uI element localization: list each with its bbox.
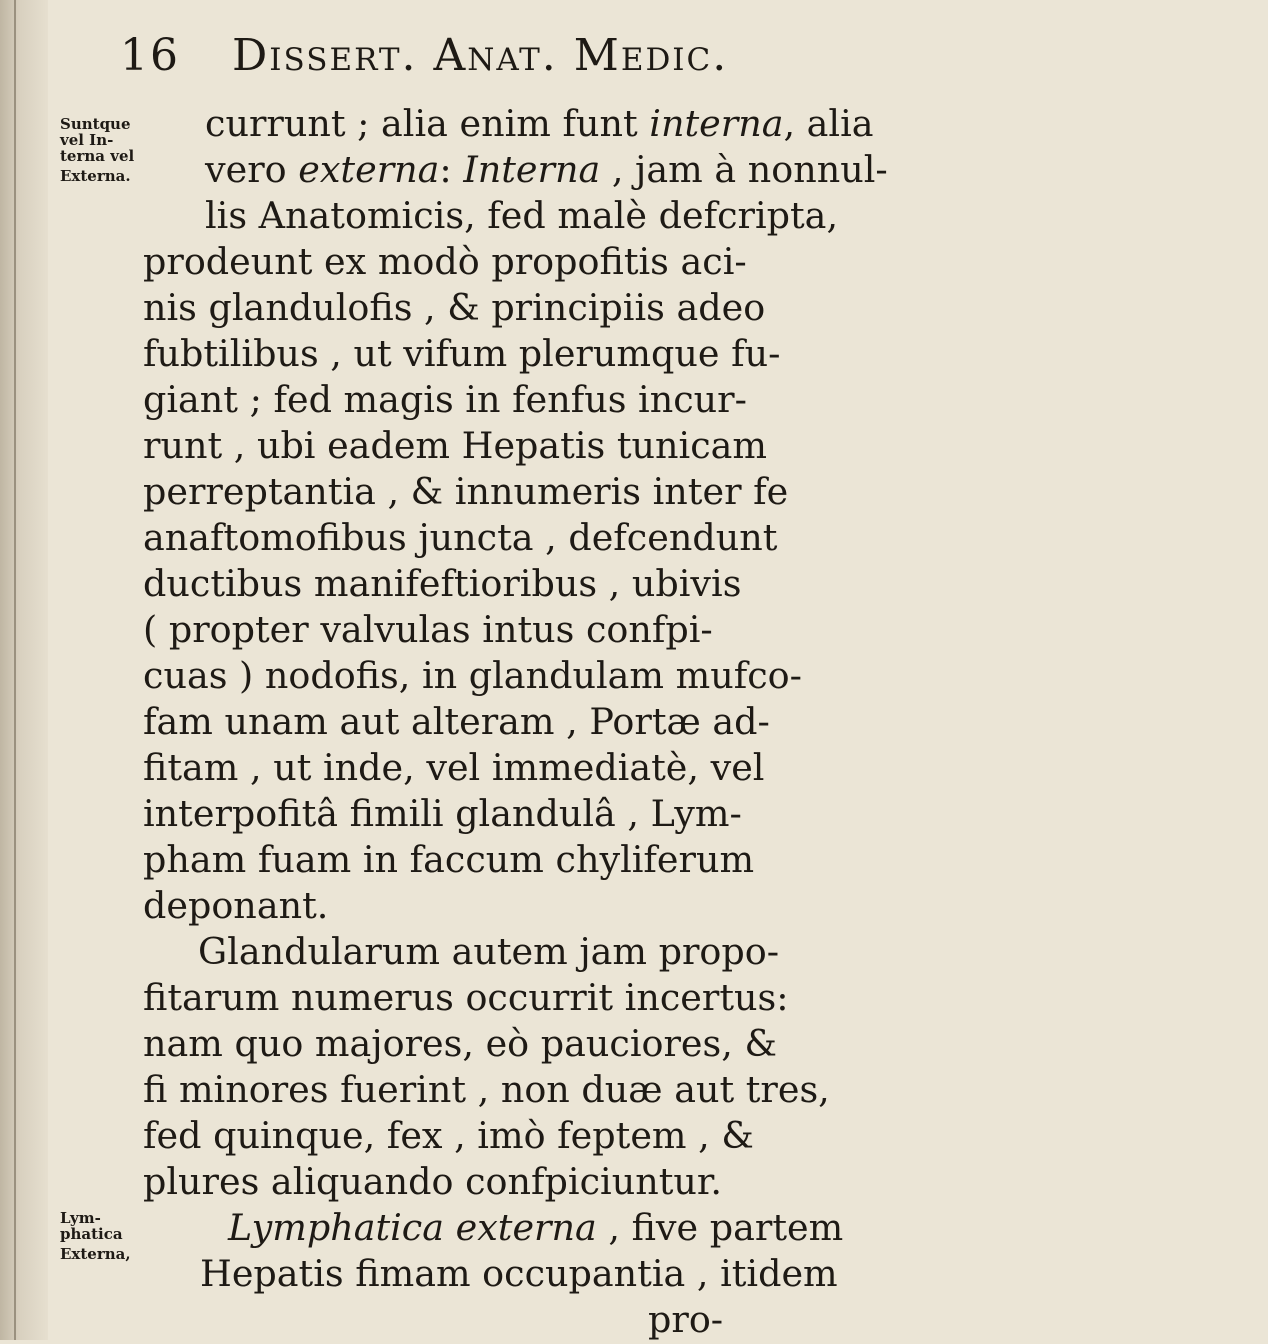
- text-line: [228, 1204, 848, 1252]
- text-line: [198, 928, 818, 976]
- text-line: [648, 1296, 1268, 1344]
- text-segment: plures aliquando confpiciuntur.: [143, 1160, 722, 1203]
- text-segment: runt , ubi eadem Hepatis tunicam: [143, 424, 768, 467]
- text-segment: Hepatis fimam occupantia , itidem: [200, 1252, 838, 1295]
- text-segment: fitarum numerus occurrit incertus:: [143, 976, 789, 1019]
- text-segment: ductibus manifeftioribus , ubivis: [143, 562, 742, 605]
- margin-note-line: Externa,: [60, 1245, 131, 1263]
- text-line: [143, 698, 770, 746]
- text-segment: pham fuam in faccum chyliferum: [143, 838, 755, 881]
- page-gutter-shadow: [0, 0, 48, 1340]
- text-line: [205, 146, 888, 194]
- italic-term: externa: [298, 148, 440, 191]
- text-line: [200, 1250, 838, 1298]
- italic-term: interna: [649, 102, 784, 145]
- running-header: [120, 30, 780, 100]
- text-line: [143, 376, 763, 424]
- text-segment: deponant.: [143, 884, 329, 927]
- text-line: [143, 560, 763, 608]
- italic-term: Interna: [463, 148, 601, 191]
- text-line: [143, 468, 789, 516]
- italic-term: Lymphatica externa: [228, 1206, 597, 1249]
- text-line: [143, 836, 763, 884]
- text-segment: fed quinque, fex , imò feptem , &: [143, 1114, 754, 1157]
- margin-note-line: Externa.: [60, 167, 131, 185]
- text-line: [143, 422, 768, 470]
- text-segment: fubtilibus , ut vifum plerumque fu-: [143, 332, 781, 375]
- text-segment: prodeunt ex modò propofitis aci-: [143, 240, 747, 283]
- text-segment: interpofitâ fimili glandulâ , Lym-: [143, 792, 742, 835]
- text-segment: , five partem: [596, 1206, 844, 1249]
- text-line: [205, 192, 839, 240]
- text-segment: :: [439, 148, 464, 191]
- margin-note-line: terna vel: [60, 147, 135, 165]
- text-line: [143, 882, 763, 930]
- text-segment: fitam , ut inde, vel immediatè, vel: [143, 746, 765, 789]
- text-line: [143, 284, 766, 332]
- text-segment: , jam à nonnul-: [600, 148, 888, 191]
- text-segment: Glandularum autem jam propo-: [198, 930, 780, 973]
- gutter-edge-line: [14, 0, 16, 1340]
- text-segment: anaftomofibus juncta , defcendunt: [143, 516, 778, 559]
- text-line: [143, 974, 789, 1022]
- text-line: [143, 790, 763, 838]
- text-line: [143, 514, 778, 562]
- text-segment: fam unam aut alteram , Portæ ad-: [143, 700, 770, 743]
- text-segment: currunt ; alia enim funt: [205, 102, 650, 145]
- margin-note-line: phatica: [60, 1225, 123, 1243]
- text-line: [143, 1112, 763, 1160]
- text-line: [143, 330, 781, 378]
- text-segment: vero: [205, 148, 299, 191]
- text-segment: nis glandulofis , & principiis adeo: [143, 286, 766, 329]
- text-line: [143, 1158, 763, 1206]
- page-number: 16: [120, 30, 180, 81]
- text-segment: giant ; fed magis in fenfus incur-: [143, 378, 747, 421]
- text-segment: ( propter valvulas intus confpi-: [143, 608, 713, 651]
- margin-note-lymphatica-externa: [60, 1210, 155, 1262]
- text-line: [143, 744, 763, 792]
- text-segment: cuas ) nodofis, in glandulam mufco-: [143, 654, 802, 697]
- text-segment: fi minores fuerint , non duæ aut tres,: [143, 1068, 830, 1111]
- text-segment: lis Anatomicis, fed malè defcripta,: [205, 194, 839, 237]
- text-line: [143, 606, 763, 654]
- margin-note-interna-externa: [60, 116, 155, 184]
- text-line: [143, 1020, 777, 1068]
- margin-note-line: Suntque: [60, 115, 131, 133]
- text-segment: pro-: [648, 1298, 724, 1341]
- text-segment: nam quo majores, eò pauciores, &: [143, 1022, 777, 1065]
- text-line: [205, 100, 874, 148]
- text-line: [143, 238, 763, 286]
- text-line: [143, 652, 802, 700]
- text-segment: , alia: [783, 102, 874, 145]
- text-line: [143, 1066, 830, 1114]
- text-segment: perreptantia , & innumeris inter fe: [143, 470, 789, 513]
- margin-note-line: Lym-: [60, 1209, 101, 1227]
- margin-note-line: vel In-: [60, 131, 114, 149]
- running-title: Dissert. Anat. Medic.: [232, 30, 729, 81]
